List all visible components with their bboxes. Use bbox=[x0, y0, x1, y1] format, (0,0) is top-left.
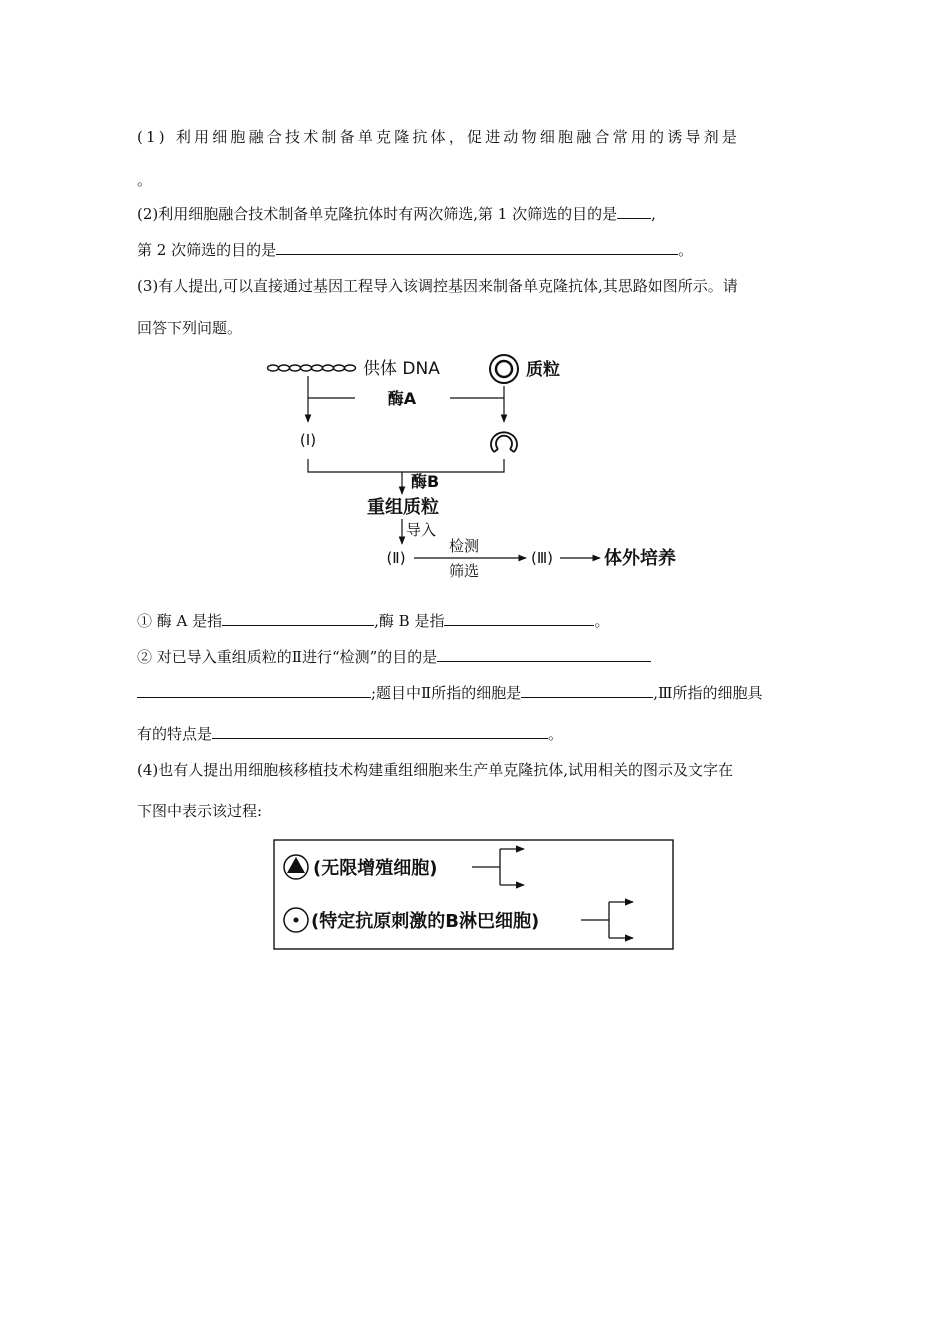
plasmid-label: 质粒 bbox=[526, 360, 560, 380]
q4-text-1: (4)也有人提出用细胞核移植技术构建重组细胞来生产单克隆抗体,试用相关的图示及文字在 bbox=[137, 761, 734, 779]
q3-sub2-blank-3[interactable] bbox=[212, 724, 548, 739]
culture-label: 体外培养 bbox=[604, 548, 676, 569]
q3-sub1 bbox=[137, 611, 609, 631]
label-II: (Ⅱ) bbox=[386, 549, 406, 567]
b-lymphocyte-icon bbox=[284, 908, 308, 932]
enzyme-b-label: 酶B bbox=[411, 472, 440, 491]
q3-line2 bbox=[137, 318, 242, 338]
q2-text-1: (2)利用细胞融合技术制备单克隆抗体时有两次筛选,第 1 次筛选的目的是 bbox=[137, 205, 618, 223]
donor-dna-icon bbox=[268, 365, 356, 371]
recombinant-plasmid-label: 重组质粒 bbox=[367, 497, 439, 518]
q3-text-1: (3)有人提出,可以直接通过基因工程导入该调控基因来制备单克隆抗体,其思路如图所示。请 bbox=[137, 277, 738, 295]
q3-sub1-text-b: ,酶 B 是指 bbox=[374, 612, 445, 630]
donor-dna-label: 供体 DNA bbox=[363, 359, 440, 379]
q3-sub2-text-a: ② 对已导入重组质粒的Ⅱ进行“检测”的目的是 bbox=[137, 648, 438, 666]
q3-sub1-end: 。 bbox=[594, 612, 610, 630]
cell-2-label: (特定抗原刺激的B淋巴细胞) bbox=[311, 911, 540, 932]
screen-label: 筛选 bbox=[448, 562, 480, 580]
q3-sub2-end: 。 bbox=[548, 725, 564, 743]
q3-sub2-line1 bbox=[137, 647, 651, 667]
plasmid-icon bbox=[490, 355, 518, 383]
q3-sub2-text-c: ,Ⅲ所指的细胞具 bbox=[653, 684, 763, 702]
answer-box bbox=[274, 840, 673, 949]
q2-line2 bbox=[137, 240, 693, 260]
q3-sub2-blank-2[interactable] bbox=[521, 683, 653, 698]
q1-period: 。 bbox=[137, 171, 153, 189]
q1-text: (1) 利用细胞融合技术制备单克隆抗体，促进动物细胞融合常用的诱导剂是 bbox=[137, 128, 741, 146]
q2-text-2: 第 2 次筛选的目的是 bbox=[137, 241, 277, 259]
q3-sub2-text-d: 有的特点是 bbox=[137, 725, 213, 743]
cell-1-label: (无限增殖细胞) bbox=[313, 858, 438, 879]
q4-text-2: 下图中表示该过程: bbox=[137, 802, 263, 820]
q2-blank-1[interactable] bbox=[617, 204, 651, 219]
label-III: (Ⅲ) bbox=[530, 549, 554, 567]
nuclear-transfer-box bbox=[270, 838, 678, 954]
q3-line1 bbox=[137, 276, 738, 296]
q2-blank-2[interactable] bbox=[276, 240, 678, 255]
q3-text-2: 回答下列问题。 bbox=[137, 319, 243, 337]
q2-comma: , bbox=[651, 205, 656, 223]
q1-line1 bbox=[137, 127, 815, 147]
q3-sub2-line3 bbox=[137, 724, 563, 744]
q1-line2 bbox=[137, 170, 152, 190]
q3-sub1-blank-2[interactable] bbox=[444, 611, 594, 626]
q2-period: 。 bbox=[678, 241, 694, 259]
join-bracket bbox=[308, 459, 504, 472]
label-I: (Ⅰ) bbox=[299, 431, 317, 449]
q4-line1 bbox=[137, 760, 733, 780]
infinite-proliferation-cell-icon bbox=[284, 855, 308, 879]
gene-engineering-diagram bbox=[250, 348, 710, 588]
q3-sub1-text-a: ① 酶 A 是指 bbox=[137, 612, 223, 630]
q3-sub1-blank-1[interactable] bbox=[222, 611, 374, 626]
q3-sub2-blank-1-cont[interactable] bbox=[137, 683, 371, 698]
q3-sub2-blank-1[interactable] bbox=[437, 647, 651, 662]
introduce-label: 导入 bbox=[406, 521, 437, 539]
enzyme-a-label: 酶A bbox=[387, 389, 417, 408]
q4-line2 bbox=[137, 801, 262, 821]
q3-sub2-line2 bbox=[137, 683, 762, 703]
q3-sub2-text-b: ;题目中Ⅱ所指的细胞是 bbox=[371, 684, 522, 702]
cut-plasmid-icon bbox=[491, 432, 517, 452]
detect-label: 检测 bbox=[448, 537, 480, 555]
q2-line1 bbox=[137, 204, 656, 224]
